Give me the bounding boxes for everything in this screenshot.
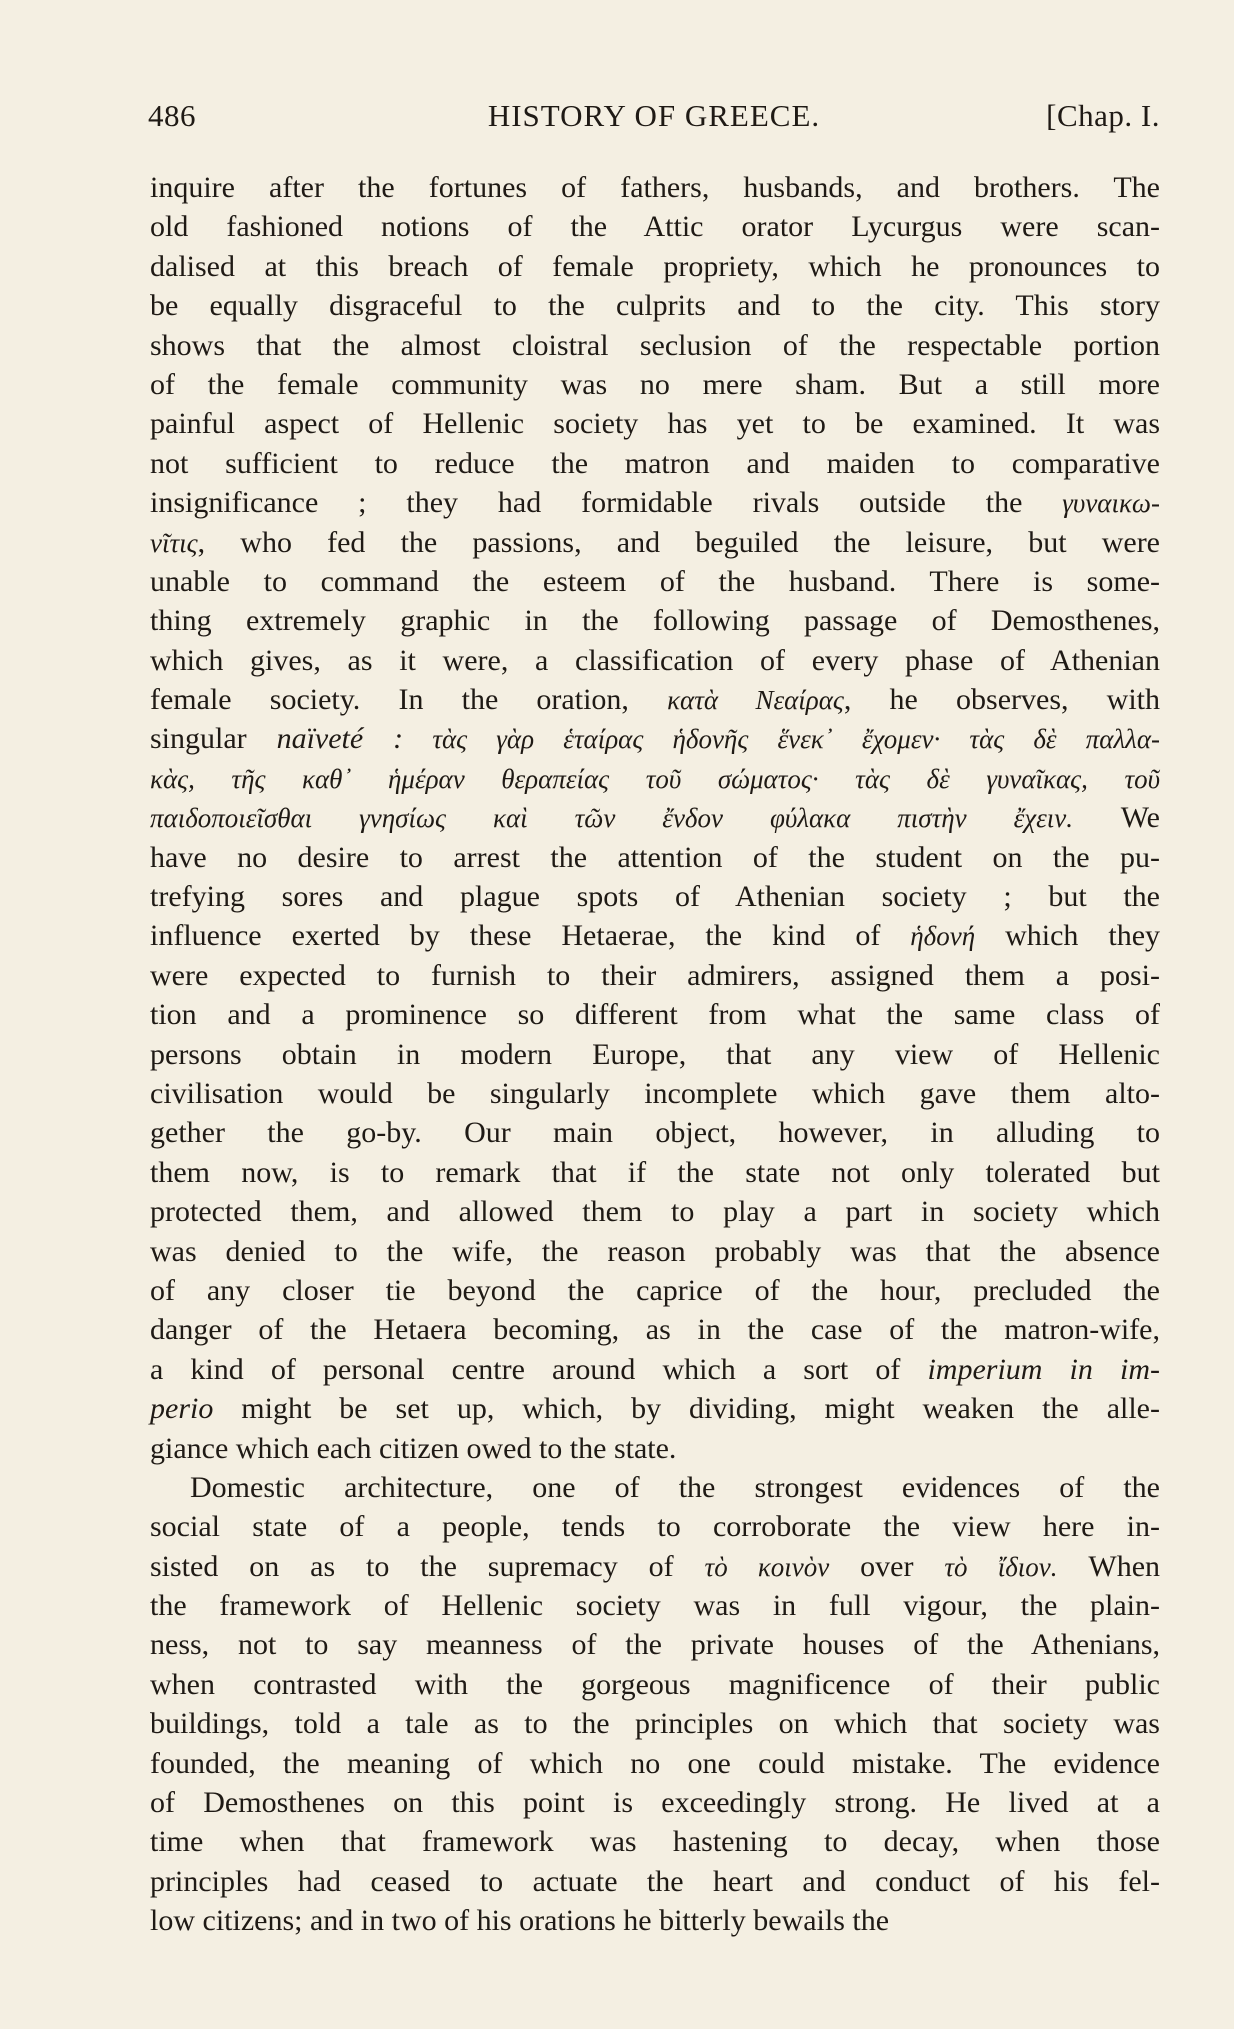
text-line — [150, 1783, 1160, 1822]
text-line — [150, 1586, 1160, 1625]
text-segment: the framework of Hellenic society was in full vigour, the plain- — [150, 1589, 1160, 1623]
text-segment: them now, is to remark that if the state not only tolerated but — [150, 1155, 1160, 1189]
text-segment: civilisation would be singularly incomplete which gave them alto- — [150, 1076, 1160, 1110]
text-line — [150, 1822, 1160, 1861]
page-body-text — [150, 168, 1160, 1941]
text-segment: not sufficient to reduce the matron and maiden to comparative — [150, 446, 1160, 480]
text-line — [150, 365, 1160, 404]
text-line — [150, 1192, 1160, 1231]
text-line — [150, 1547, 1160, 1586]
running-title: HISTORY OF GREECE. — [487, 98, 821, 133]
text-line — [150, 719, 1160, 758]
text-segment: time when that framework was hastening to decay, when those — [150, 1825, 1160, 1859]
text-segment: persons obtain in modern Europe, that any view of Hellenic — [150, 1037, 1160, 1071]
chapter-label: [Chap. I. — [1046, 98, 1160, 133]
text-line — [150, 562, 1160, 601]
text-segment: danger of the Hetaera becoming, as in the case of the matron-wife, — [150, 1313, 1160, 1347]
greek-text: τὰς γὰρ ἑταίρας ἡδονῆς ἕνεκ᾽ ἔχομεν· τὰς δὲ παλλα- — [403, 724, 1161, 755]
page-number: 486 — [148, 98, 196, 133]
text-segment: of any closer tie beyond the caprice of the hour, precluded the — [150, 1273, 1160, 1307]
text-segment: have no desire to arrest the attention of the student on the pu- — [150, 840, 1160, 874]
greek-text: παιδοποιεῖσθαι γνησίως καὶ τῶν ἔνδον φύλακα πιστὴν ἔχειν. — [150, 803, 1074, 834]
text-line — [150, 444, 1160, 483]
text-line — [150, 877, 1160, 916]
text-line — [150, 247, 1160, 286]
text-segment: social state of a people, tends to corroborate the view here in- — [150, 1510, 1160, 1544]
text-line — [150, 1074, 1160, 1113]
text-segment: trefying sores and plague spots of Athenian society ; but the — [150, 880, 1160, 914]
text-segment: of the female community was no mere sham. But a still more — [150, 367, 1160, 401]
text-line — [150, 798, 1160, 837]
text-line — [150, 1507, 1160, 1546]
text-line — [150, 404, 1160, 443]
text-line — [150, 838, 1160, 877]
text-segment: unable to command the esteem of the husband. There is some- — [150, 564, 1160, 598]
text-segment: , who fed the passions, and beguiled the leisure, but were — [197, 525, 1160, 559]
text-segment: principles had ceased to actuate the heart and conduct of his fel- — [150, 1864, 1160, 1898]
text-segment: over — [829, 1549, 945, 1583]
text-line — [150, 759, 1160, 798]
text-line — [150, 1389, 1160, 1428]
text-segment: shows that the almost cloistral seclusion of the respectable portion — [150, 328, 1160, 362]
text-line — [150, 1271, 1160, 1310]
text-line — [150, 1350, 1160, 1389]
text-segment: which gives, as it were, a classification of every phase of Athenian — [150, 643, 1160, 677]
italic-text: naïveté : — [276, 722, 404, 756]
running-header — [148, 98, 1160, 142]
text-line — [150, 1310, 1160, 1349]
greek-text: νῖτις — [150, 527, 198, 558]
text-segment: of Demosthenes on this point is exceedingly strong. He lived at a — [150, 1786, 1160, 1820]
text-segment: influence exerted by these Hetaerae, the kind of — [150, 919, 911, 953]
text-segment: insignificance ; they had formidable rivals outside the — [150, 486, 1063, 520]
text-line — [150, 995, 1160, 1034]
text-line — [150, 1035, 1160, 1074]
italic-text: perio — [150, 1392, 214, 1426]
text-line — [150, 1232, 1160, 1271]
text-line — [150, 1468, 1160, 1507]
text-line — [150, 286, 1160, 325]
greek-text: κατὰ Νεαίρας — [667, 685, 844, 716]
greek-text: ἡδονή — [910, 921, 976, 952]
text-line — [150, 601, 1160, 640]
text-segment: painful aspect of Hellenic society has yet to be examined. It was — [150, 407, 1160, 441]
text-line — [150, 1625, 1160, 1664]
text-segment: buildings, told a tale as to the principles on which that society was — [150, 1707, 1160, 1741]
text-line — [150, 326, 1160, 365]
italic-text: imperium in im- — [927, 1352, 1160, 1386]
text-line — [150, 168, 1160, 207]
greek-text: κὰς, τῆς καθ᾽ ἡμέραν θεραπείας τοῦ σώματος· τὰς δὲ γυναῖκας, τοῦ — [150, 763, 1160, 794]
text-line — [150, 956, 1160, 995]
text-segment: old fashioned notions of the Attic orator Lycurgus were scan- — [150, 210, 1160, 244]
text-segment: tion and a prominence so different from what the same class of — [150, 998, 1160, 1032]
text-segment: be equally disgraceful to the culprits and to the city. This story — [150, 289, 1160, 323]
text-line — [150, 483, 1160, 522]
text-line — [150, 1744, 1160, 1783]
text-segment: which they — [975, 919, 1161, 953]
text-segment: gether the go-by. Our main object, however, in alluding to — [150, 1116, 1160, 1150]
text-line — [150, 207, 1160, 246]
text-segment: dalised at this breach of female propriety, which he pronounces to — [150, 249, 1160, 283]
text-segment: might be set up, which, by dividing, might weaken the alle- — [213, 1392, 1160, 1426]
text-segment: sisted on as to the supremacy of — [150, 1549, 705, 1583]
text-line — [150, 1901, 1160, 1940]
text-line — [150, 916, 1160, 955]
text-segment: female society. In the oration, — [150, 683, 668, 717]
text-segment: protected them, and allowed them to play a part in society which — [150, 1195, 1160, 1229]
text-segment: thing extremely graphic in the following passage of Demosthenes, — [150, 604, 1160, 638]
text-segment: ness, not to say meanness of the private houses of the Athenians, — [150, 1628, 1160, 1662]
text-line — [150, 1704, 1160, 1743]
greek-text: τὸ ἴδιον. — [944, 1551, 1058, 1582]
text-segment: singular — [150, 722, 277, 756]
text-line — [150, 1862, 1160, 1901]
text-line — [150, 1153, 1160, 1192]
text-segment: inquire after the fortunes of fathers, husbands, and brothers. The — [150, 171, 1160, 204]
text-line — [150, 641, 1160, 680]
text-line — [150, 1113, 1160, 1152]
text-line — [150, 1665, 1160, 1704]
text-segment: , he observes, with — [843, 683, 1160, 717]
greek-text: γυναικω- — [1062, 488, 1160, 519]
text-segment: giance which each citizen owed to the state. — [150, 1431, 677, 1465]
text-segment: When — [1057, 1549, 1161, 1583]
text-segment: were expected to furnish to their admirers, assigned them a posi- — [150, 958, 1160, 992]
text-segment: founded, the meaning of which no one could mistake. The evidence — [150, 1746, 1160, 1780]
text-segment: when contrasted with the gorgeous magnificence of their public — [150, 1667, 1160, 1701]
text-segment: a kind of personal centre around which a sort of — [150, 1352, 928, 1386]
text-segment: We — [1073, 801, 1160, 835]
text-segment: Domestic architecture, one of the strongest evidences of the — [190, 1470, 1160, 1504]
text-line — [150, 1429, 1160, 1468]
text-segment: low citizens; and in two of his orations he bitterly bewails the — [150, 1904, 890, 1938]
greek-text: τὸ κοινὸν — [704, 1551, 830, 1582]
text-segment: was denied to the wife, the reason probably was that the absence — [150, 1234, 1160, 1268]
text-line — [150, 680, 1160, 719]
text-line — [150, 523, 1160, 562]
